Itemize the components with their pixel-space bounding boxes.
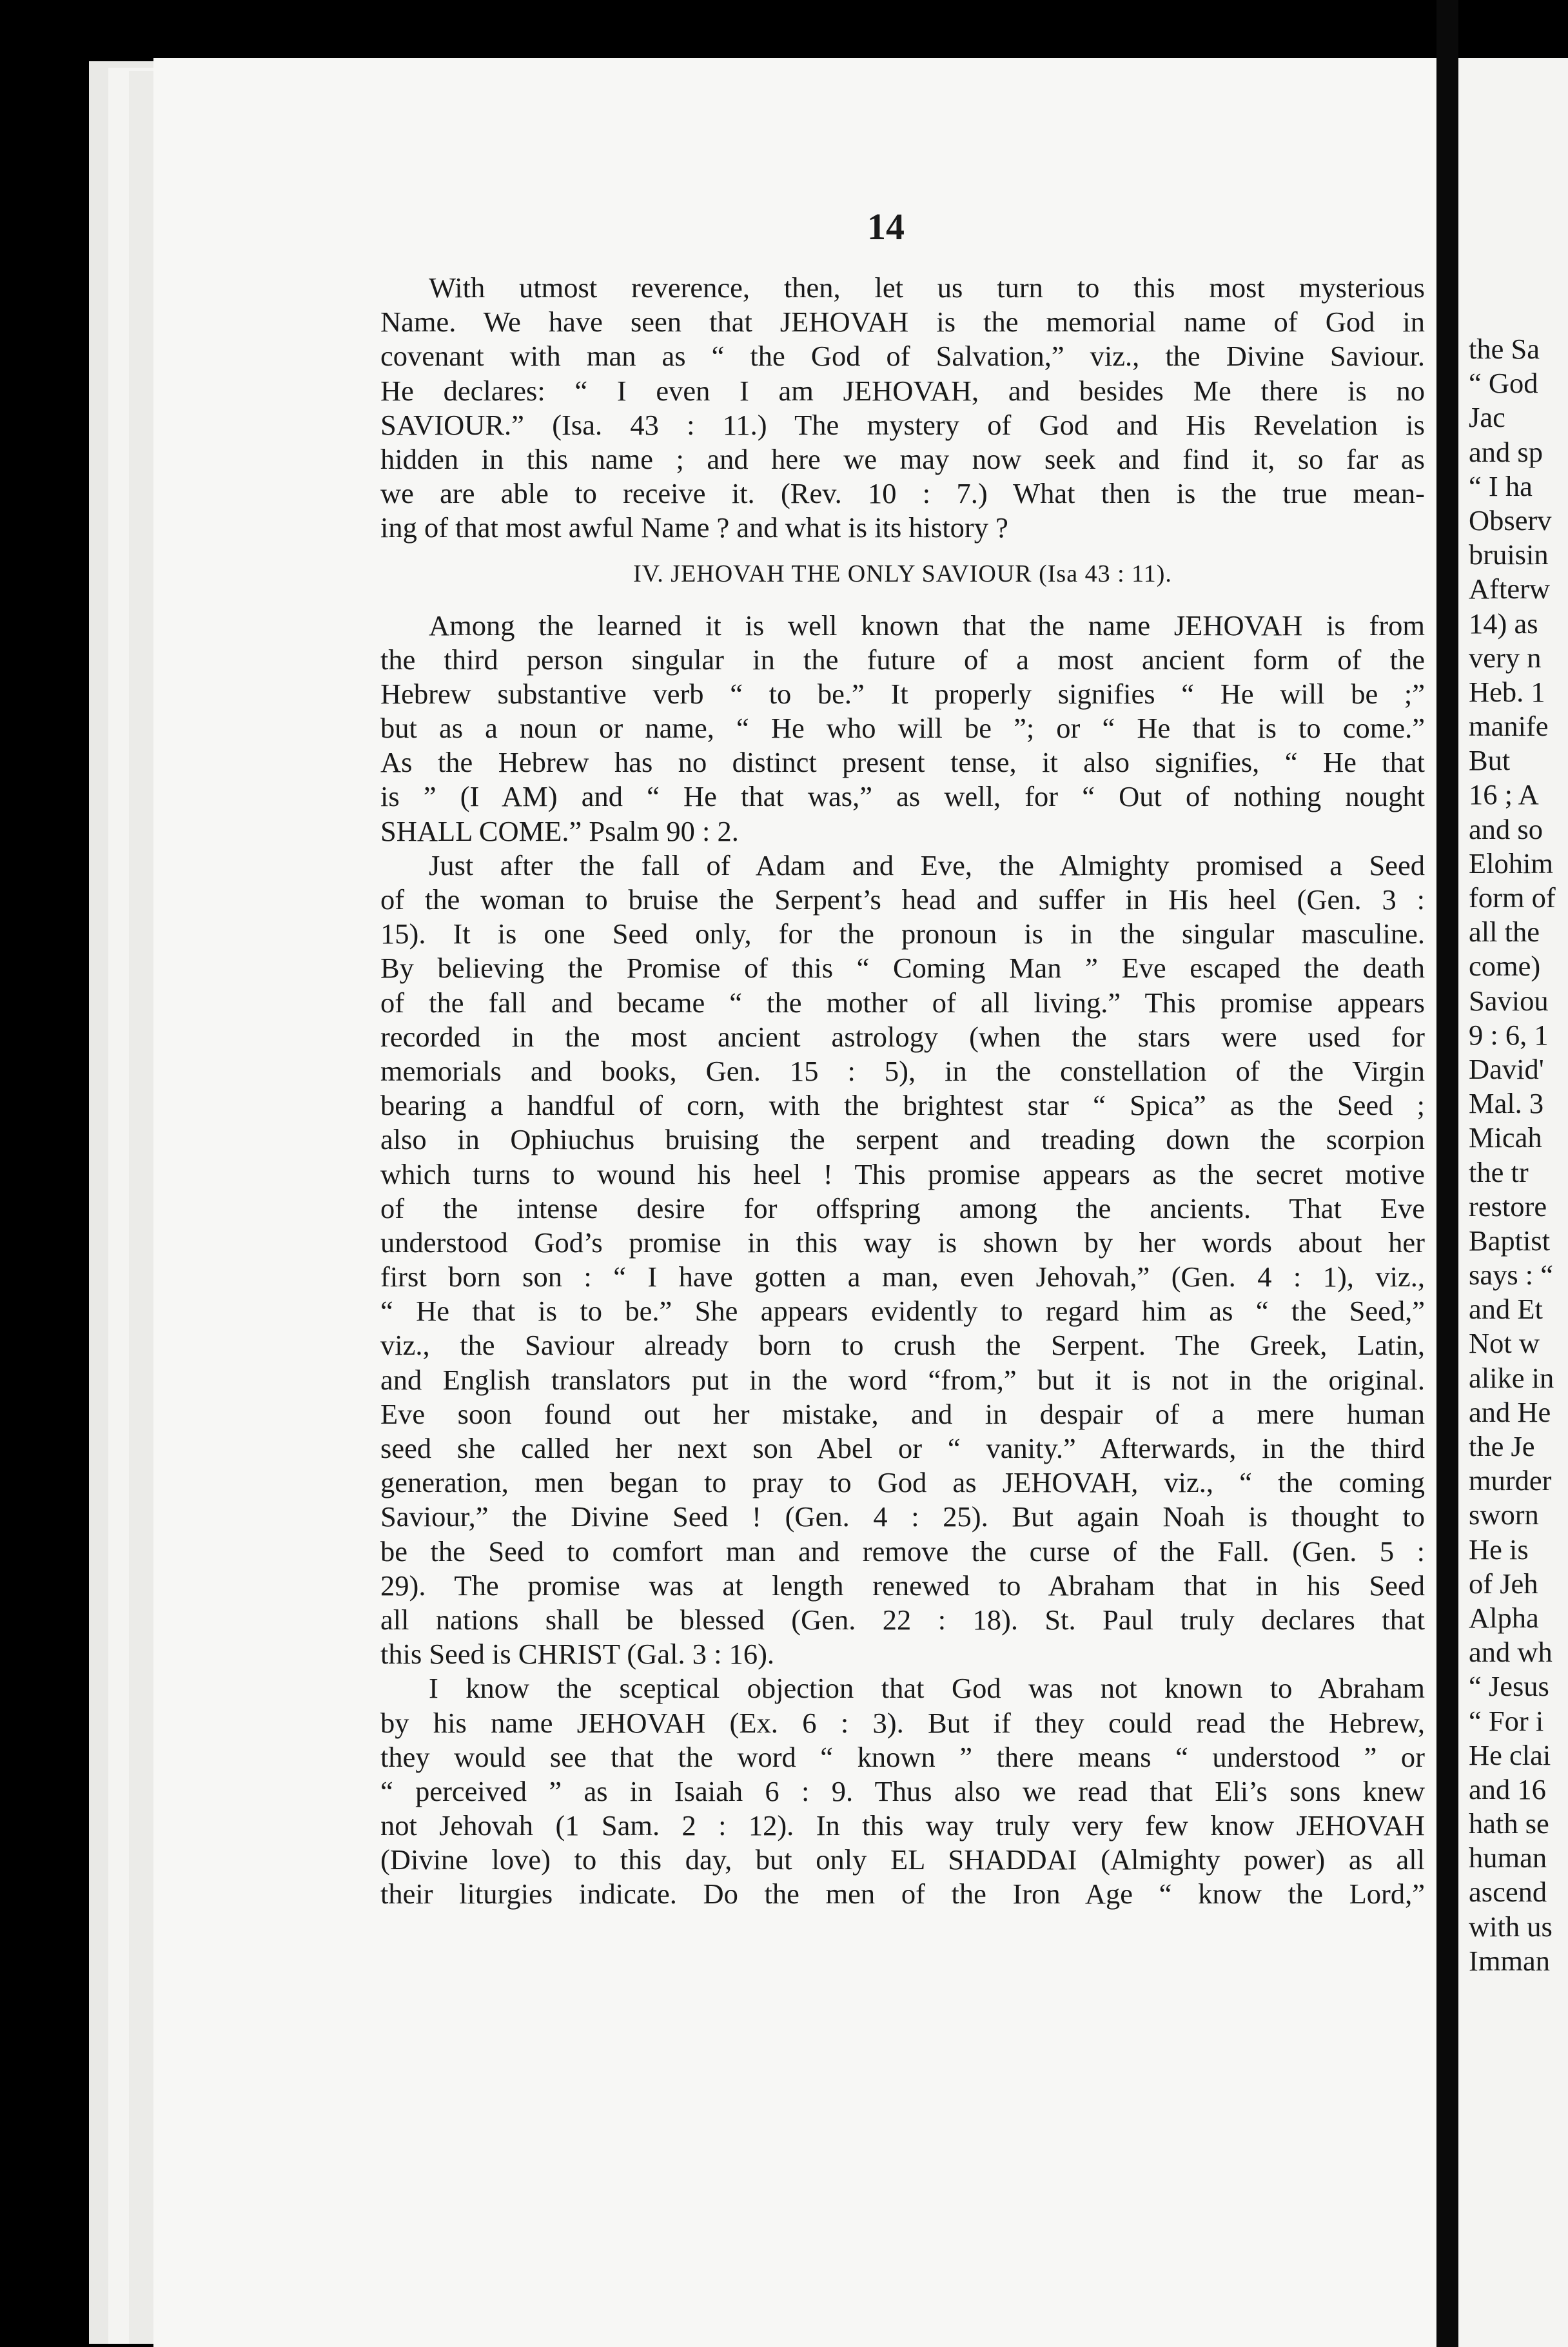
right-page-line: with us bbox=[1469, 1910, 1553, 1943]
text-line: With utmost reverence, then, let us turn to this most mysterious bbox=[429, 271, 1425, 304]
text-line: be the Seed to comfort man and remove the curse of the Fall. (Gen. 5 : bbox=[380, 1535, 1425, 1567]
right-page-line: very n bbox=[1469, 641, 1542, 674]
right-page-line: manife bbox=[1469, 710, 1549, 743]
right-page-line: Afterw bbox=[1469, 573, 1551, 605]
text-line: 15). It is one Seed only, for the pronoun is in the singular masculine. bbox=[380, 918, 1425, 950]
text-line: Among the learned it is well known that the name JEHOVAH is from bbox=[429, 609, 1425, 642]
section-heading: IV. JEHOVAH THE ONLY SAVIOUR (Isa 43 : 11). bbox=[633, 560, 1172, 587]
right-page-line: David' bbox=[1469, 1052, 1544, 1085]
right-page-line: Baptist bbox=[1469, 1224, 1551, 1257]
right-page-line: restore bbox=[1469, 1190, 1547, 1223]
right-page-line: the Je bbox=[1469, 1430, 1535, 1462]
right-page-line: and Et bbox=[1469, 1293, 1543, 1326]
text-line: bearing a handful of corn, with the brightest star “ Spica” as the Seed ; bbox=[380, 1089, 1425, 1122]
right-page-line: 14) as bbox=[1469, 607, 1538, 640]
text-line: Name. We have seen that JEHOVAH is the memorial name of God in bbox=[380, 306, 1425, 339]
text-line: Hebrew substantive verb “ to be.” It properly signifies “ He will be ;” bbox=[380, 677, 1425, 710]
text-line: 29). The promise was at length renewed to Abraham that in his Seed bbox=[380, 1569, 1425, 1602]
right-page-line: Heb. 1 bbox=[1469, 675, 1545, 708]
text-line: also in Ophiuchus bruising the serpent and treading down the scorpion bbox=[380, 1123, 1425, 1156]
text-line: As the Hebrew has no distinct present tense, it also signifies, “ He that bbox=[380, 746, 1425, 779]
text-line: viz., the Saviour already born to crush the Serpent. The Greek, Latin, bbox=[380, 1329, 1425, 1362]
right-page-line: “ Jesus bbox=[1469, 1670, 1549, 1703]
text-line: Saviour,” the Divine Seed ! (Gen. 4 : 25). But again Noah is thought to bbox=[380, 1500, 1425, 1533]
text-line: ing of that most awful Name ? and what is its history ? bbox=[380, 511, 1008, 544]
right-page bbox=[1458, 58, 1568, 2347]
text-line: generation, men began to pray to God as JEHOVAH, viz., “ the coming bbox=[380, 1466, 1425, 1499]
text-line: which turns to wound his heel ! This promise appears as the secret motive bbox=[380, 1157, 1425, 1190]
right-page-line: and 16 bbox=[1469, 1773, 1546, 1805]
paragraph-seed-promise bbox=[380, 849, 1425, 1672]
text-line: covenant with man as “ the God of Salvation,” viz., the Divine Saviour. bbox=[380, 340, 1425, 373]
text-line: this Seed is CHRIST (Gal. 3 : 16). bbox=[380, 1638, 775, 1671]
right-page-line: Mal. 3 bbox=[1469, 1087, 1544, 1120]
text-line: He declares: “ I even I am JEHOVAH, and besides Me there is no bbox=[380, 374, 1425, 407]
right-page-line: ascend bbox=[1469, 1876, 1547, 1909]
text-line: seed she called her next son Abel or “ vanity.” Afterwards, in the third bbox=[380, 1432, 1425, 1464]
right-page-line: and sp bbox=[1469, 435, 1543, 468]
right-page-line: all the bbox=[1469, 916, 1540, 948]
right-page-line: But bbox=[1469, 744, 1511, 777]
right-page-line: alike in bbox=[1469, 1361, 1554, 1394]
page-body bbox=[380, 271, 1425, 1912]
right-page-line: and He bbox=[1469, 1395, 1551, 1428]
right-page-line: He clai bbox=[1469, 1738, 1551, 1771]
text-line: all nations shall be blessed (Gen. 22 : 18). St. Paul truly declares that bbox=[380, 1603, 1425, 1636]
right-page-line: of Jeh bbox=[1469, 1567, 1538, 1600]
text-line: first born son : “ I have gotten a man, even Jehovah,” (Gen. 4 : 1), viz., bbox=[380, 1261, 1425, 1293]
text-line: SAVIOUR.” (Isa. 43 : 11.) The mystery of God and His Revelation is bbox=[380, 408, 1425, 441]
right-page-line: Observ bbox=[1469, 504, 1552, 536]
right-page-line: 16 ; A bbox=[1469, 778, 1539, 811]
right-page-line: Micah bbox=[1469, 1121, 1542, 1154]
right-page-line: murder bbox=[1469, 1464, 1552, 1497]
text-line: is ” (I AM) and “ He that was,” as well, for “ Out of nothing nought bbox=[380, 780, 1425, 813]
text-line: we are able to receive it. (Rev. 10 : 7.) What then is the true mean- bbox=[380, 477, 1425, 510]
text-line: recorded in the most ancient astrology (when the stars were used for bbox=[380, 1020, 1425, 1053]
paragraph-sceptical-objection bbox=[380, 1671, 1425, 1911]
text-line: their liturgies indicate. Do the men of the Iron Age “ know the Lord,” bbox=[380, 1878, 1425, 1910]
right-page-line: bruisin bbox=[1469, 538, 1549, 571]
right-page-line: “ I ha bbox=[1469, 469, 1533, 502]
right-page-line: “ God bbox=[1469, 367, 1538, 400]
right-page-line: Elohim bbox=[1469, 847, 1554, 879]
text-line: but as a noun or name, “ He who will be ”; or “ He that is to come.” bbox=[380, 712, 1425, 745]
right-page-line: 9 : 6, 1 bbox=[1469, 1018, 1549, 1051]
text-line: memorials and books, Gen. 15 : 5), in the constellation of the Virgin bbox=[380, 1054, 1425, 1087]
text-line: of the fall and became “ the mother of all living.” This promise appears bbox=[380, 986, 1425, 1019]
right-page-line: Saviou bbox=[1469, 984, 1549, 1017]
text-line: hidden in this name ; and here we may now seek and find it, so far as bbox=[380, 442, 1425, 475]
text-line: (Divine love) to this day, but only EL SHADDAI (Almighty power) as all bbox=[380, 1843, 1425, 1876]
right-page-line: human bbox=[1469, 1841, 1547, 1874]
right-page-line: Imman bbox=[1469, 1944, 1551, 1977]
text-line: the third person singular in the future of a most ancient form of the bbox=[380, 643, 1425, 676]
right-page-line: says : “ bbox=[1469, 1259, 1554, 1291]
right-page-line: come) bbox=[1469, 950, 1541, 983]
right-page-line: sworn bbox=[1469, 1498, 1539, 1531]
right-page-line: Not w bbox=[1469, 1327, 1540, 1360]
text-line: “ He that is to be.” She appears evidently to regard him as “ the Seed,” bbox=[380, 1295, 1425, 1328]
text-line: Just after the fall of Adam and Eve, the Almighty promised a Seed bbox=[429, 849, 1425, 881]
right-page-line: Jac bbox=[1469, 401, 1505, 434]
right-page-line: “ For i bbox=[1469, 1704, 1544, 1737]
right-page-line: and so bbox=[1469, 812, 1543, 845]
text-line: understood God’s promise in this way is shown by her words about her bbox=[380, 1226, 1425, 1259]
paragraph-intro bbox=[380, 271, 1425, 545]
text-line: of the woman to bruise the Serpent’s head and suffer in His heel (Gen. 3 : bbox=[380, 883, 1425, 916]
page-number: 14 bbox=[867, 206, 905, 248]
text-line: and English translators put in the word “from,” but it is not in the original. bbox=[380, 1363, 1425, 1396]
right-page-line: and wh bbox=[1469, 1636, 1553, 1669]
right-page-line: the Sa bbox=[1469, 333, 1540, 365]
text-line: they would see that the word “ known ” there means “ understood ” or bbox=[380, 1740, 1425, 1773]
text-line: By believing the Promise of this “ Coming Man ” Eve escaped the death bbox=[380, 952, 1425, 985]
text-line: I know the sceptical objection that God was not known to Abraham bbox=[429, 1672, 1425, 1705]
text-line: by his name JEHOVAH (Ex. 6 : 3). But if they could read the Hebrew, bbox=[380, 1706, 1425, 1739]
right-page-line: Alpha bbox=[1469, 1601, 1539, 1634]
paragraph-name-meaning bbox=[380, 609, 1425, 849]
text-line: Eve soon found out her mistake, and in despair of a mere human bbox=[380, 1397, 1425, 1430]
text-line: “ perceived ” as in Isaiah 6 : 9. Thus also we read that Eli’s sons knew bbox=[380, 1774, 1425, 1807]
right-page-text bbox=[1469, 332, 1568, 1978]
right-page-line: hath se bbox=[1469, 1807, 1549, 1840]
text-line: not Jehovah (1 Sam. 2 : 12). In this way truly very few know JEHOVAH bbox=[380, 1809, 1425, 1842]
right-page-line: form of bbox=[1469, 881, 1556, 914]
right-page-line: He is bbox=[1469, 1533, 1529, 1566]
text-line: SHALL COME.” Psalm 90 : 2. bbox=[380, 814, 739, 847]
right-page-line: the tr bbox=[1469, 1155, 1529, 1188]
book-gutter bbox=[1436, 0, 1458, 2347]
text-line: of the intense desire for offspring among the ancients. That Eve bbox=[380, 1192, 1425, 1224]
